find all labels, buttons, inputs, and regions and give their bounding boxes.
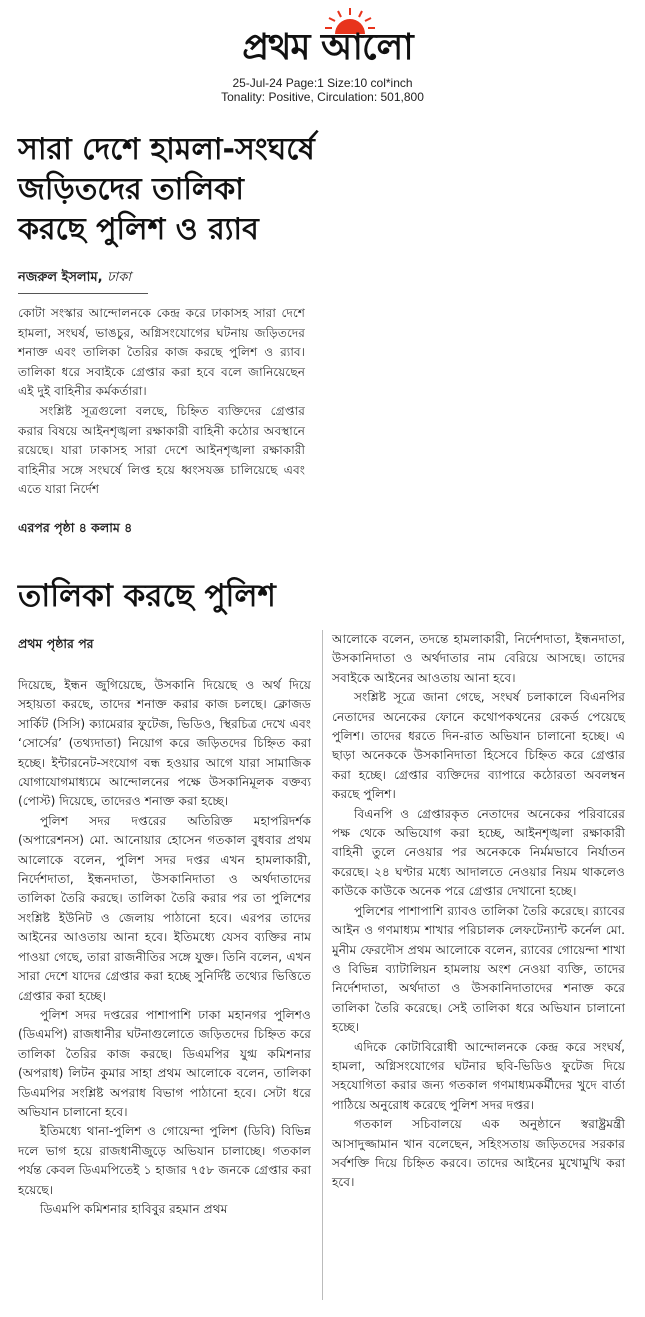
body-paragraph: গতকাল সচিবালয়ে এক অনুষ্ঠানে স্বরাষ্ট্রমন্ত্রী আসাদুজ্জামান খান বলেছেন, সহিংসতায় জড়িতদের সরকার সর্বশক্তি দিয়ে চিহ্নিত করবে। তাদের আইনের মুখোমুখি করা হবে। xyxy=(332,1117,625,1190)
logo-wordmark: প্রথম আলো xyxy=(242,27,413,68)
lead-text xyxy=(18,304,305,500)
meta-tonality: Tonality: Positive, Circulation: 501,800 xyxy=(221,90,424,104)
body-paragraph: বিএনপি ও গ্রেপ্তারকৃত নেতাদের অনেকের পরিবারের পক্ষ থেকে অভিযোগ করা হচ্ছে, আইনশৃঙ্খলা রক্ষাকারী বাহিনী তুলে নেওয়ার পর অনেককে নির্মমভাবে নির্যাতন করেছে। ২৪ ঘণ্টার মধ্যে আদালতে নেওয়ার নিয়ম থাকলেও কাউকে কাউকে অনেক পরে গ্রেপ্তার দেখানো হচ্ছে। xyxy=(332,806,625,899)
body-paragraph: সংশ্লিষ্ট সূত্রে জানা গেছে, সংঘর্ষ চলাকালে বিএনপির নেতাদের অনেকের ফোনে কথোপকথনের রেকর্ড পেয়েছে পুলিশ। তাদের ধরতে দিন-রাত অভিযান চালানো হচ্ছে। এ ছাড়া অনেককে উসকানিদাতা হিসেবে চিহ্নিত করে গ্রেপ্তার করা হচ্ছে। গ্রেপ্তার ব্যক্তিদের ব্যাপারে কঠোরতা অবলম্বন করছে পুলিশ। xyxy=(332,690,625,802)
body-paragraph: পুলিশ সদর দপ্তরের অতিরিক্ত মহাপরিদর্শক (অপারেশনস) মো. আনোয়ার হোসেন গতকাল বুধবার প্রথম আলোকে বলেন, পুলিশ সদর দপ্তর এখন হামলাকারী, নির্দেশদাতা, ইন্ধনদাতা, উসকানিদাতা ও অর্থদাতাদের তালিকা তৈরি করছে। তালিকা তৈরি করার পর তা পুলিশের সংশ্লিষ্ট ইউনিট ও জেলায় পাঠানো হবে। এরপর তাদের আইনের আওতায় আনা হবে। ইতিমধ্যে যেসব ব্যক্তির নাম পাওয়া গেছে, তারা রাজনীতির সঙ্গে যুক্ত। তিনি বলেন, এখন সারা দেশে যাদের গ্রেপ্তার করা হচ্ছে সুনির্দিষ্ট তথ্যের ভিত্তিতে গ্রেপ্তার করা হচ্ছে। xyxy=(18,813,311,1003)
column-right xyxy=(332,630,625,1193)
body-paragraph: এদিকে কোটাবিরোধী আন্দোলনকে কেন্দ্র করে সংঘর্ষ, হামলা, অগ্নিসংযোগের ঘটনার ছবি-ভিডিও ফুটেজ দিয়ে সহযোগিতা করার জন্য গতকাল গণমাধ্যমকর্মীদের খুদে বার্তা পাঠিয়ে অনুরোধ করেছে পুলিশ সদর দপ্তর। xyxy=(332,1039,625,1112)
column-divider xyxy=(322,630,323,1300)
masthead-logo xyxy=(190,6,465,66)
meta-date-size: 25-Jul-24 Page:1 Size:10 col*inch xyxy=(232,76,413,90)
column-left xyxy=(18,676,311,1219)
body-paragraph: আলোকে বলেন, তদন্তে হামলাকারী, নির্দেশদাতা, ইন্ধনদাতা, উসকানিদাতা ও অর্থদাতার নাম বেরিয়ে আসছে। তাদের সবাইকে আইনের আওতায় আনা হবে। xyxy=(332,632,625,685)
article-headline: সারা দেশে হামলা-সংঘর্ষে জড়িতদের তালিকা করছে পুলিশ ও র‍্যাব xyxy=(18,132,315,247)
body-paragraph: পুলিশের পাশাপাশি র‍্যাবও তালিকা তৈরি করেছে। র‍্যাবের আইন ও গণমাধ্যম শাখার পরিচালক লেফটেন্যান্ট কর্নেল মো. মুনীম ফেরদৌস প্রথম আলোকে বলেন, র‍্যাবের গোয়েন্দা শাখা ও বিভিন্ন ব্যাটালিয়ন হামলায় অংশ নেওয়া ব্যক্তি, তাদের নির্দেশদাতা, অর্থদাতা ও উসকানিদাতাদের শনাক্ত করে তালিকা তৈরি করেছে। সেই তালিকা ধরে অভিযান চালানো হচ্ছে। xyxy=(332,903,625,1035)
body-paragraph: ডিএমপি কমিশনার হাবিবুর রহমান প্রথম xyxy=(40,1201,228,1216)
byline-divider xyxy=(18,293,148,294)
byline-place: ঢাকা xyxy=(107,270,132,285)
body-paragraph: পুলিশ সদর দপ্তরের পাশাপাশি ঢাকা মহানগর পুলিশও (ডিএমপি) রাজধানীর ঘটনাগুলোতে জড়িতদের চিহ্নিত করে তালিকা তৈরির কাজ করছে। ডিএমপির যুগ্ম কমিশনার (অপরাধ) লিটন কুমার সাহা প্রথম আলোকে বলেন, তালিকা ডিএমপির সংশ্লিষ্ট অপরাধ বিভাগ পাঠানো হবে। সেটা ধরে অভিযান চালানো হবে। xyxy=(18,1007,311,1119)
clipping-meta xyxy=(150,76,495,104)
continuation-headline: তালিকা করছে পুলিশ xyxy=(18,578,276,614)
lead-paragraph: সংশ্লিষ্ট সূত্রগুলো বলছে, চিহ্নিত ব্যক্তিদের গ্রেপ্তার করার বিষয়ে আইনশৃঙ্খলা রক্ষাকারী বাহিনী কঠোর অবস্থানে রয়েছে। যারা ঢাকাসহ সারা দেশে আইনশৃঙ্খলা রক্ষাকারী বাহিনীর সঙ্গে সংঘর্ষে লিপ্ত হয়ে ধ্বংসযজ্ঞ চালিয়েছে এবং এতে যারা নির্দেশ xyxy=(18,403,305,497)
jump-reference: এরপর পৃষ্ঠা ৪ কলাম ৪ xyxy=(18,520,133,535)
byline xyxy=(18,268,131,289)
body-paragraph: ইতিমধ্যে থানা-পুলিশ ও গোয়েন্দা পুলিশ (ডিবি) বিভিন্ন দলে ভাগ হয়ে রাজধানীজুড়ে অভিযান চালাচ্ছে। গতকাল পর্যন্ত কেবল ডিএমপিতেই ১ হাজার ৭৫৮ জনকে গ্রেপ্তার করা হয়েছে। xyxy=(18,1124,311,1197)
byline-name: নজরুল ইসলাম, xyxy=(18,270,103,285)
continuation-label: প্রথম পৃষ্ঠার পর xyxy=(18,636,94,651)
lead-paragraph: কোটা সংস্কার আন্দোলনকে কেন্দ্র করে ঢাকাসহ সারা দেশে হামলা, সংঘর্ষ, ভাঙচুর, অগ্নিসংযোগের ঘটনায় জড়িতদের শনাক্ত এবং তালিকা তৈরির কাজ করছে পুলিশ ও র‍্যাব। তালিকা ধরে সবাইকে গ্রেপ্তার করা হবে বলে জানিয়েছেন এই দুই বাহিনীর কর্মকর্তারা। xyxy=(18,306,305,399)
body-paragraph: দিয়েছে, ইন্ধন জুগিয়েছে, উসকানি দিয়েছে ও অর্থ দিয়ে সহায়তা করছে, তাদের শনাক্ত করার কাজ চলছে। ক্লোজড সার্কিট (সিসি) ক্যামেরার ফুটেজ, ভিডিও, স্থিরচিত্র দেখে এবং ‘সোর্সের’ (তথ্যদাতা) নিয়োগ করে জড়িতদের চিহ্নিত করা হচ্ছে। ইন্টারনেট-সংযোগ বন্ধ হওয়ার আগে যারা সামাজিক যোগাযোগমাধ্যমে আন্দোলনের পক্ষে উসকানিমূলক বক্তব্য (পোস্ট) দিয়েছে, তাদেরও শনাক্ত করা হচ্ছে। xyxy=(18,678,311,809)
